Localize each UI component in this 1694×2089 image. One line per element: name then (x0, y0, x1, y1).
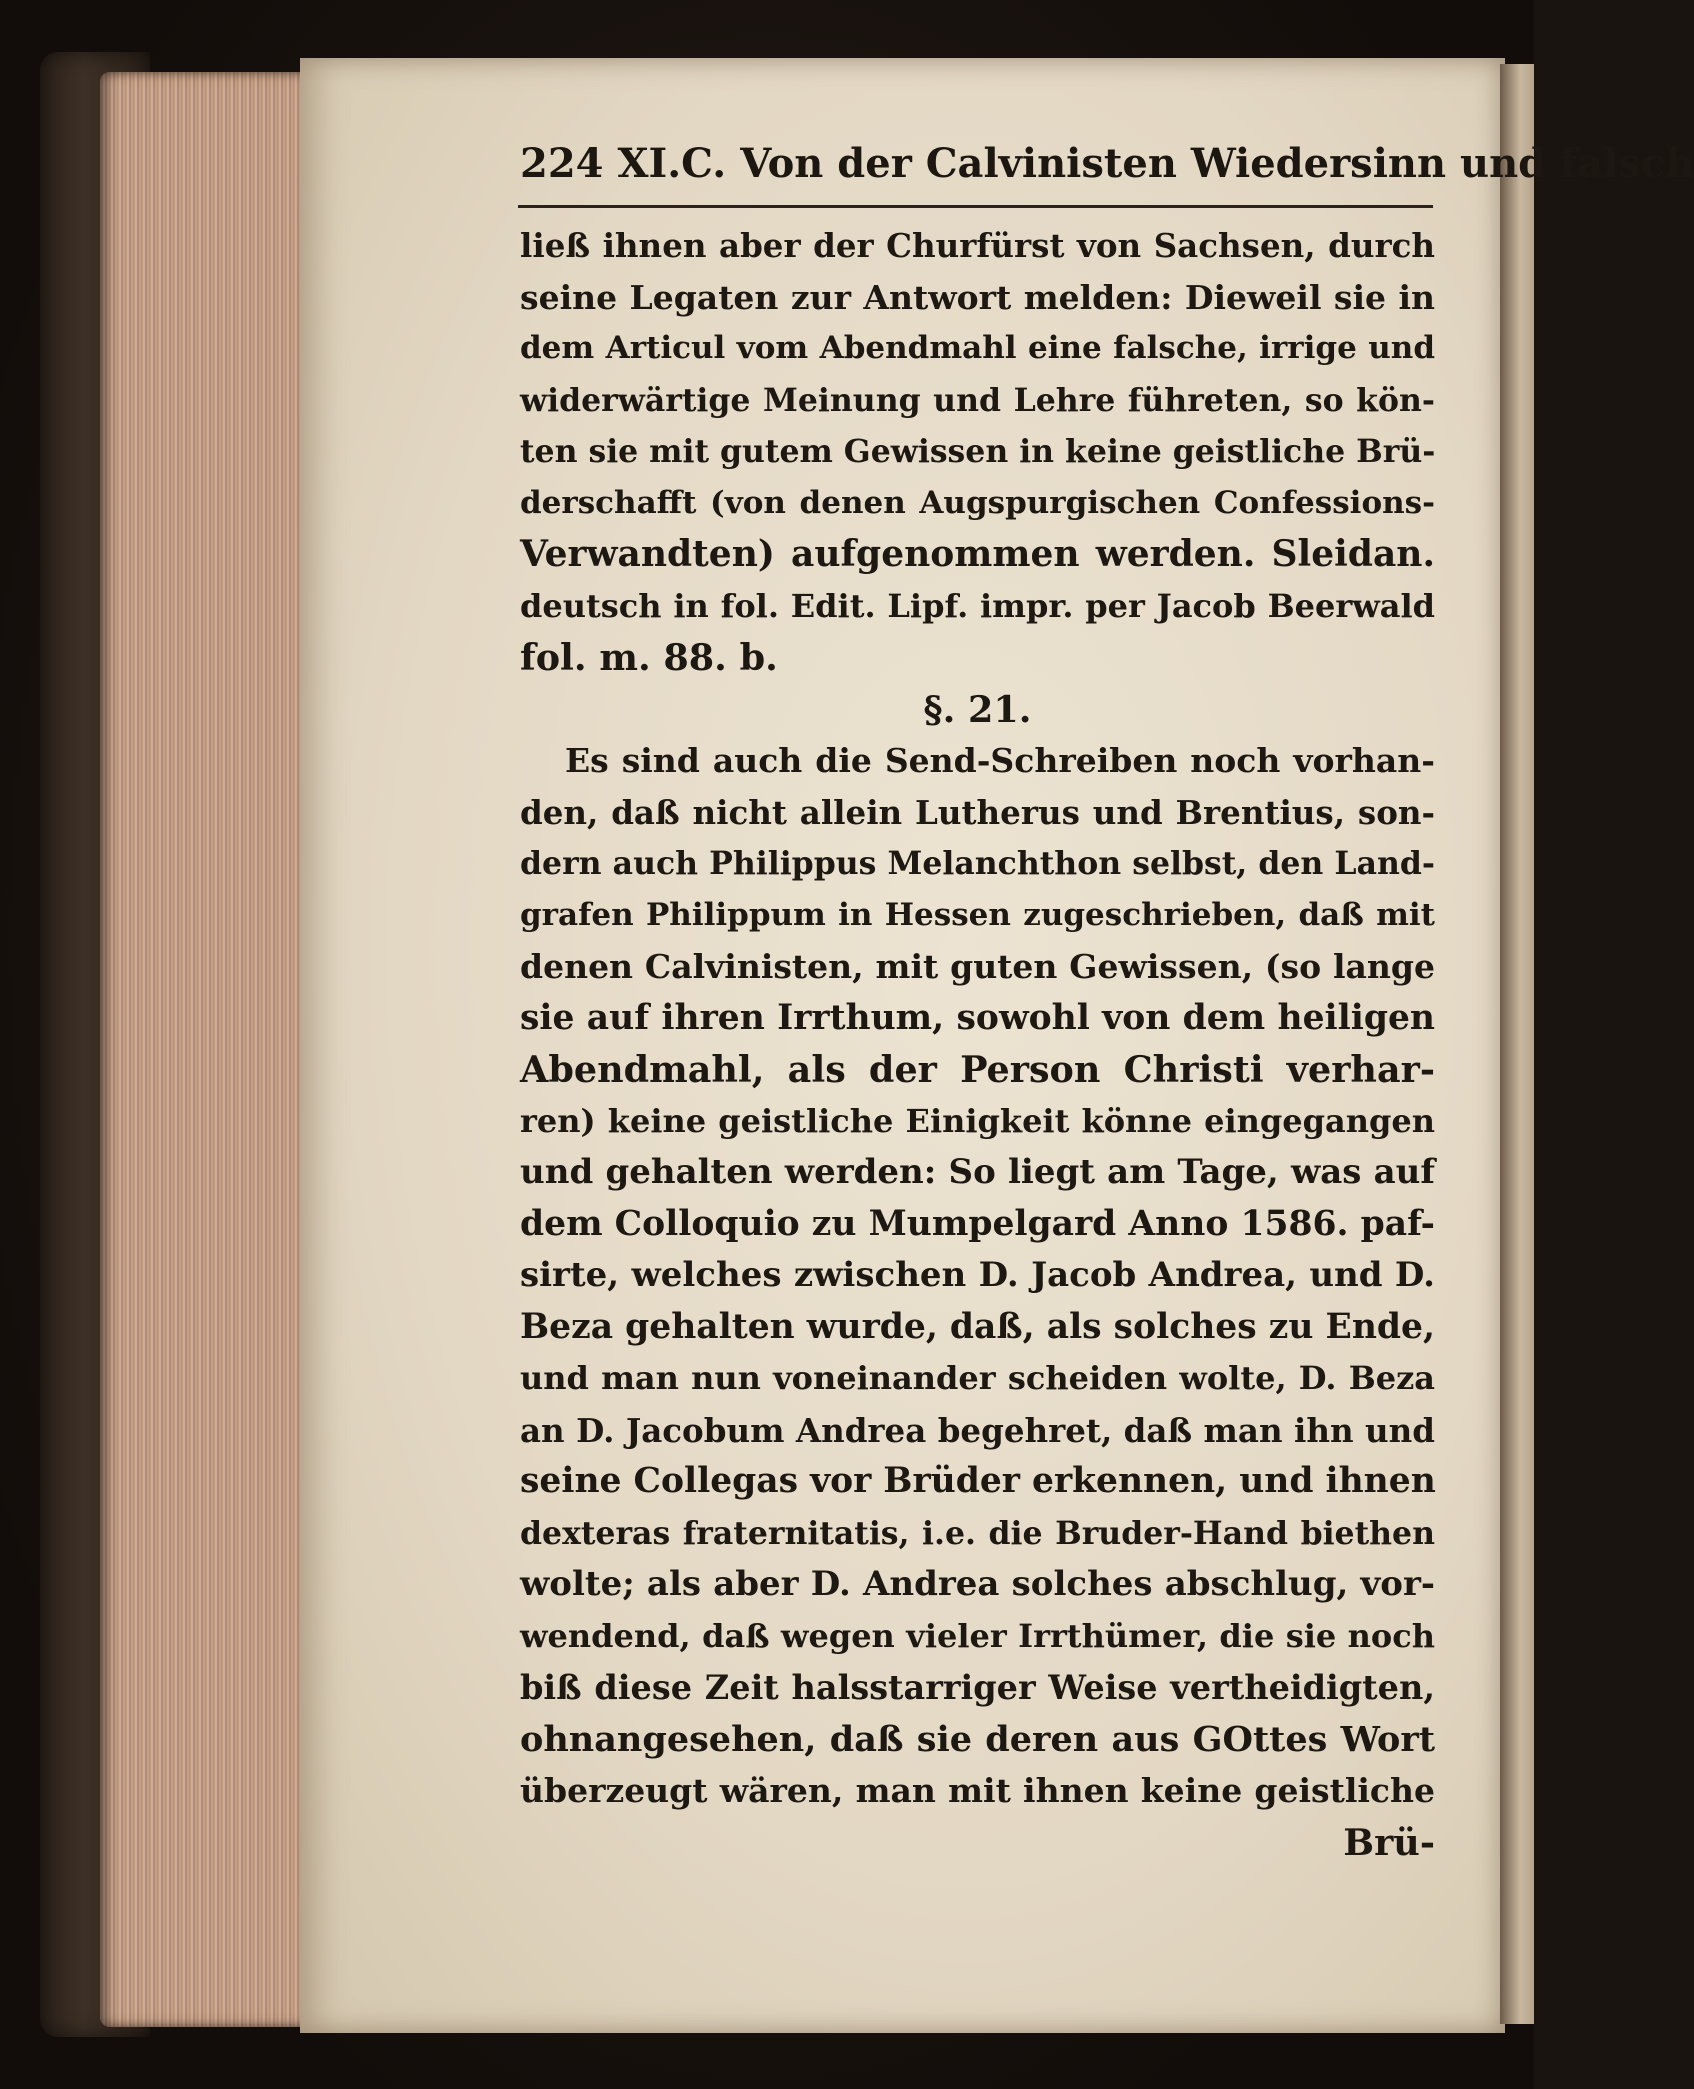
text-line: den, daß nicht allein Lutherus und Brentius, son- (520, 792, 1435, 832)
text-line: deutsch in fol. Edit. Lipf. impr. per Jacob Beerwald (520, 586, 1435, 625)
text-line: ließ ihnen aber der Churfürst von Sachsen, durch (520, 226, 1435, 265)
header-rule (518, 205, 1433, 208)
text-line: seine Collegas vor Brüder erkennen, und ihnen (520, 1461, 1436, 1501)
text-line: seine Legaten zur Antwort melden: Dieweil sie in (520, 277, 1435, 317)
text-line: dem Colloquio zu Mumpelgard Anno 1586. paf- (520, 1203, 1435, 1244)
text-line: an D. Jacobum Andrea begehret, daß man ihn und (520, 1410, 1435, 1450)
text-line: wolte; als aber D. Andrea solches abschlug, vor- (520, 1564, 1435, 1604)
page-body (520, 220, 1435, 1868)
text-line: sirte, welches zwischen D. Jacob Andrea, und D. (520, 1255, 1435, 1295)
page-edges (100, 72, 310, 2027)
text-line: überzeugt wären, man mit ihnen keine geistliche (520, 1771, 1435, 1810)
paragraph-2 (520, 735, 1435, 787)
text-line: und gehalten werden: So liegt am Tage, was auf (520, 1152, 1435, 1192)
text-line: und man nun voneinander scheiden wolte, D. Beza (520, 1359, 1435, 1397)
text-line: dem Articul vom Abendmahl eine falsche, irrige und (520, 330, 1435, 366)
running-header (520, 140, 1694, 210)
running-title: Von der Calvinisten Wiedersinn und falsch (740, 140, 1694, 187)
text-line: denen Calvinisten, mit guten Gewissen, (so lange (520, 947, 1435, 986)
text-line: derschafft (von denen Augspurgischen Confessions- (520, 484, 1435, 521)
text-line: Beza gehalten wurde, daß, als solches zu Ende, (520, 1306, 1435, 1347)
text-line: fol. m. 88. b. (520, 636, 778, 679)
page-number: 224 (520, 140, 604, 187)
facing-page-edge (1500, 64, 1534, 2024)
text-line: sie auf ihren Irrthum, sowohl von dem heiligen (520, 997, 1435, 1038)
section-label: XI.C. (617, 140, 727, 187)
text-line: Verwandten) aufgenommen werden. Sleidan. (520, 533, 1435, 575)
text-line: ren) keine geistliche Einigkeit könne eingegangen (520, 1101, 1435, 1140)
paragraph-2-continued (520, 787, 1435, 1817)
text-line: biß diese Zeit halsstarriger Weise vertheidigten, (520, 1668, 1435, 1707)
text-line: ohnangesehen, daß sie deren aus GOttes Wort (520, 1718, 1435, 1760)
catchword: Brü- (1343, 1820, 1435, 1864)
text-line: Es sind auch die Send-Schreiben noch vorhan- (565, 741, 1435, 780)
paragraph-1 (520, 220, 1435, 684)
text-line: widerwärtige Meinung und Lehre führeten, so kön- (520, 381, 1435, 419)
section-mark: §. 21. (923, 687, 1032, 731)
text-line: ten sie mit gutem Gewissen in keine geistliche Brü- (520, 433, 1436, 470)
text-line: dern auch Philippus Melanchthon selbst, den Land- (520, 845, 1435, 882)
text-line: dexteras fraternitatis, i.e. die Bruder-Hand biethen (520, 1514, 1435, 1552)
text-line: grafen Philippum in Hessen zugeschrieben, daß mit (520, 896, 1435, 933)
text-line: Abendmahl, als der Person Christi verhar- (520, 1048, 1435, 1091)
text-line: wendend, daß wegen vieler Irrthümer, die sie noch (520, 1616, 1435, 1655)
